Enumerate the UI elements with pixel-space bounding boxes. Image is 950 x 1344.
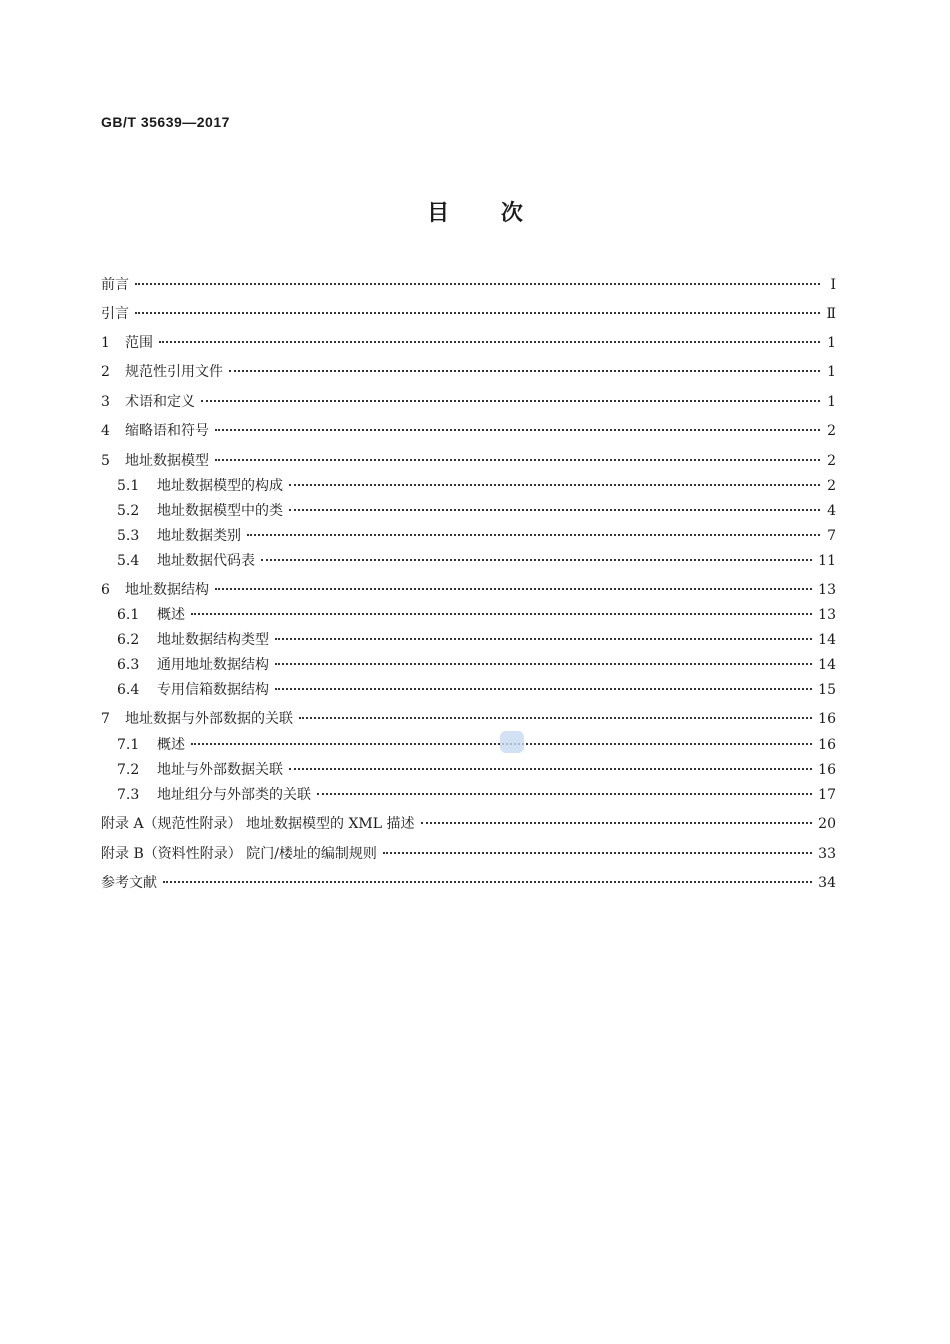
toc-page: 4: [827, 503, 836, 519]
toc-entry-introduction[interactable]: [101, 305, 836, 323]
toc-entry-5-3[interactable]: [117, 527, 836, 545]
toc-number: 5: [101, 453, 110, 469]
toc-number: 7.3: [117, 787, 140, 803]
toc-entry-7-1[interactable]: [117, 736, 836, 754]
toc-entry-5[interactable]: [101, 452, 836, 470]
leader-dots: [247, 534, 820, 536]
toc-page: 16: [818, 711, 836, 727]
toc-label: 专用信箱数据结构: [157, 682, 269, 698]
toc-page: Ⅱ: [826, 306, 836, 322]
toc-label: 地址数据与外部数据的关联: [125, 711, 293, 727]
toc-number: 7: [101, 711, 110, 727]
toc-number: 5.4: [117, 553, 140, 569]
toc-entry-2[interactable]: [101, 363, 836, 381]
toc-page: 33: [818, 846, 836, 862]
leader-dots: [135, 312, 820, 314]
toc-number: 5.3: [117, 528, 140, 544]
toc-number: 5.1: [117, 478, 140, 494]
toc-page: 2: [827, 478, 836, 494]
toc-number: 6.1: [117, 607, 140, 623]
toc-page: 1: [827, 394, 836, 410]
toc-entry-5-2[interactable]: [117, 502, 836, 520]
toc-label: 地址数据结构: [125, 582, 209, 598]
leader-dots: [191, 613, 812, 615]
leader-dots: [275, 638, 812, 640]
toc-label: 地址与外部数据关联: [157, 762, 283, 778]
toc-number: 6: [101, 582, 110, 598]
toc-label: 地址数据类别: [157, 528, 241, 544]
toc-page: 7: [827, 528, 836, 544]
toc-label: 地址数据结构类型: [157, 632, 269, 648]
leader-dots: [201, 400, 820, 402]
leader-dots: [159, 341, 820, 343]
toc-number: 4: [101, 423, 110, 439]
toc-label: 范围: [125, 335, 153, 351]
toc-number: 6.3: [117, 657, 140, 673]
toc-label: 参考文献: [101, 875, 157, 891]
watermark-logo: [500, 731, 524, 753]
toc-page: 14: [818, 632, 836, 648]
toc-entry-appendix-a[interactable]: [101, 815, 836, 833]
toc-number: 2: [101, 364, 110, 380]
standard-code: GB/T 35639—2017: [101, 114, 230, 130]
toc-page: 11: [818, 553, 836, 569]
leader-dots: [135, 283, 820, 285]
leader-dots: [261, 559, 812, 561]
leader-dots: [215, 588, 812, 590]
toc-entry-6-3[interactable]: [117, 656, 836, 674]
toc-label: 附录 B（资料性附录） 院门/楼址的编制规则: [101, 846, 377, 862]
toc-page: 16: [818, 762, 836, 778]
leader-dots: [383, 852, 812, 854]
toc-label: 前言: [101, 277, 129, 293]
toc-number: 3: [101, 394, 110, 410]
toc-page: 34: [818, 875, 836, 891]
leader-dots: [163, 881, 812, 883]
toc-page: 17: [818, 787, 836, 803]
toc-label: 缩略语和符号: [125, 423, 209, 439]
toc-label: 概述: [157, 737, 185, 753]
leader-dots: [289, 484, 820, 486]
toc-number: 7.2: [117, 762, 140, 778]
toc-number: 5.2: [117, 503, 140, 519]
toc-label: 地址数据模型的构成: [157, 478, 283, 494]
toc-entry-bibliography[interactable]: [101, 874, 836, 892]
toc-page: 13: [818, 582, 836, 598]
toc-label: 引言: [101, 306, 129, 322]
leader-dots: [229, 370, 820, 372]
toc-label: 地址数据代码表: [157, 553, 255, 569]
leader-dots: [215, 459, 820, 461]
toc-label: 术语和定义: [125, 394, 195, 410]
toc-page: Ⅰ: [830, 277, 836, 293]
toc-number: 6.4: [117, 682, 140, 698]
toc-page: 1: [827, 335, 836, 351]
leader-dots: [289, 768, 812, 770]
toc-entry-6-1[interactable]: [117, 606, 836, 624]
toc-entry-3[interactable]: [101, 393, 836, 411]
toc-label: 规范性引用文件: [125, 364, 223, 380]
toc-page: 20: [818, 816, 836, 832]
toc-entry-6[interactable]: [101, 581, 836, 599]
toc-label: 概述: [157, 607, 185, 623]
toc-entry-5-1[interactable]: [117, 477, 836, 495]
toc-number: 6.2: [117, 632, 140, 648]
page-title: 目 次: [427, 200, 523, 226]
toc-page: 13: [818, 607, 836, 623]
toc-number: 1: [101, 335, 110, 351]
toc-page: 16: [818, 737, 836, 753]
leader-dots: [421, 822, 813, 824]
leader-dots: [289, 509, 820, 511]
toc-entry-preface[interactable]: [101, 276, 836, 294]
leader-dots: [275, 688, 812, 690]
toc-entry-7[interactable]: [101, 710, 836, 728]
toc-label: 附录 A（规范性附录） 地址数据模型的 XML 描述: [101, 816, 415, 832]
leader-dots: [317, 793, 812, 795]
toc-label: 地址组分与外部类的关联: [157, 787, 311, 803]
toc-entry-appendix-b[interactable]: [101, 845, 836, 863]
toc-page: 14: [818, 657, 836, 673]
leader-dots: [275, 663, 812, 665]
leader-dots: [299, 717, 812, 719]
toc-label: 地址数据模型中的类: [157, 503, 283, 519]
toc-entry-1[interactable]: [101, 334, 836, 352]
toc-label: 通用地址数据结构: [157, 657, 269, 673]
toc-page: 15: [818, 682, 836, 698]
toc-label: 地址数据模型: [125, 453, 209, 469]
toc-entry-5-4[interactable]: [117, 552, 836, 570]
toc-entry-6-4[interactable]: [117, 681, 836, 699]
toc-number: 7.1: [117, 737, 140, 753]
leader-dots: [215, 429, 820, 431]
toc-page: 2: [827, 453, 836, 469]
toc-entry-6-2[interactable]: [117, 631, 836, 649]
toc-page: 1: [827, 364, 836, 380]
toc-page: 2: [827, 423, 836, 439]
toc-entry-7-2[interactable]: [117, 761, 836, 779]
toc-entry-7-3[interactable]: [117, 786, 836, 804]
toc-entry-4[interactable]: [101, 422, 836, 440]
